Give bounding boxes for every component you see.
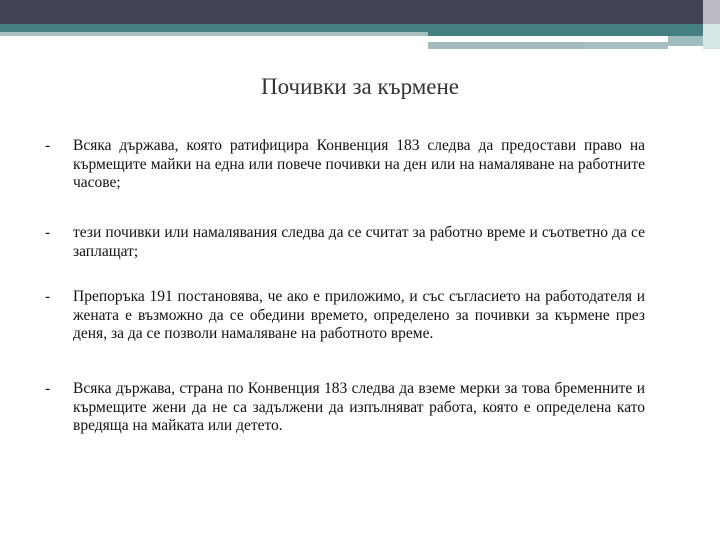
corner-block bbox=[703, 24, 720, 49]
bullet-text: Препоръка 191 постановява, че ако е приложимо, и със съгласието на работодателя и жената е възможно да се обедини времето, определено за почивки за кърмене през деня, за да се позволи намаляване на работното време. bbox=[73, 288, 645, 342]
header-stripe bbox=[0, 32, 428, 36]
slide-title: Почивки за кърмене bbox=[260, 74, 460, 99]
bullet-item bbox=[45, 224, 645, 261]
header-bar bbox=[0, 0, 703, 24]
corner-block bbox=[703, 0, 720, 24]
header-stripe bbox=[428, 42, 583, 49]
header-stripe bbox=[668, 36, 703, 46]
bullet-text: Всяка държава, която ратифицира Конвенция 183 следва да предостави право на кърмещите майки на една или повече почивки на ден или на намаляване на работните часове; bbox=[73, 137, 645, 191]
bullet-item bbox=[45, 137, 645, 193]
bullet-item bbox=[45, 380, 645, 436]
header-stripe bbox=[428, 32, 703, 36]
bullet-marker: - bbox=[45, 224, 51, 241]
bullet-text: тези почивки или намалявания следва да се считат за работно време и съответно да се заплащат; bbox=[73, 224, 645, 260]
bullet-marker: - bbox=[45, 288, 51, 305]
bullet-item bbox=[45, 288, 645, 344]
bullet-text: Всяка държава, страна по Конвенция 183 следва да вземе мерки за това бременните и кърмещите жени да не са задължени да изпълняват работа, която е определена като вредяща на майката или детето. bbox=[73, 380, 645, 434]
bullet-marker: - bbox=[45, 137, 51, 154]
bullet-marker: - bbox=[45, 380, 51, 397]
header-accent-bar bbox=[0, 24, 703, 32]
